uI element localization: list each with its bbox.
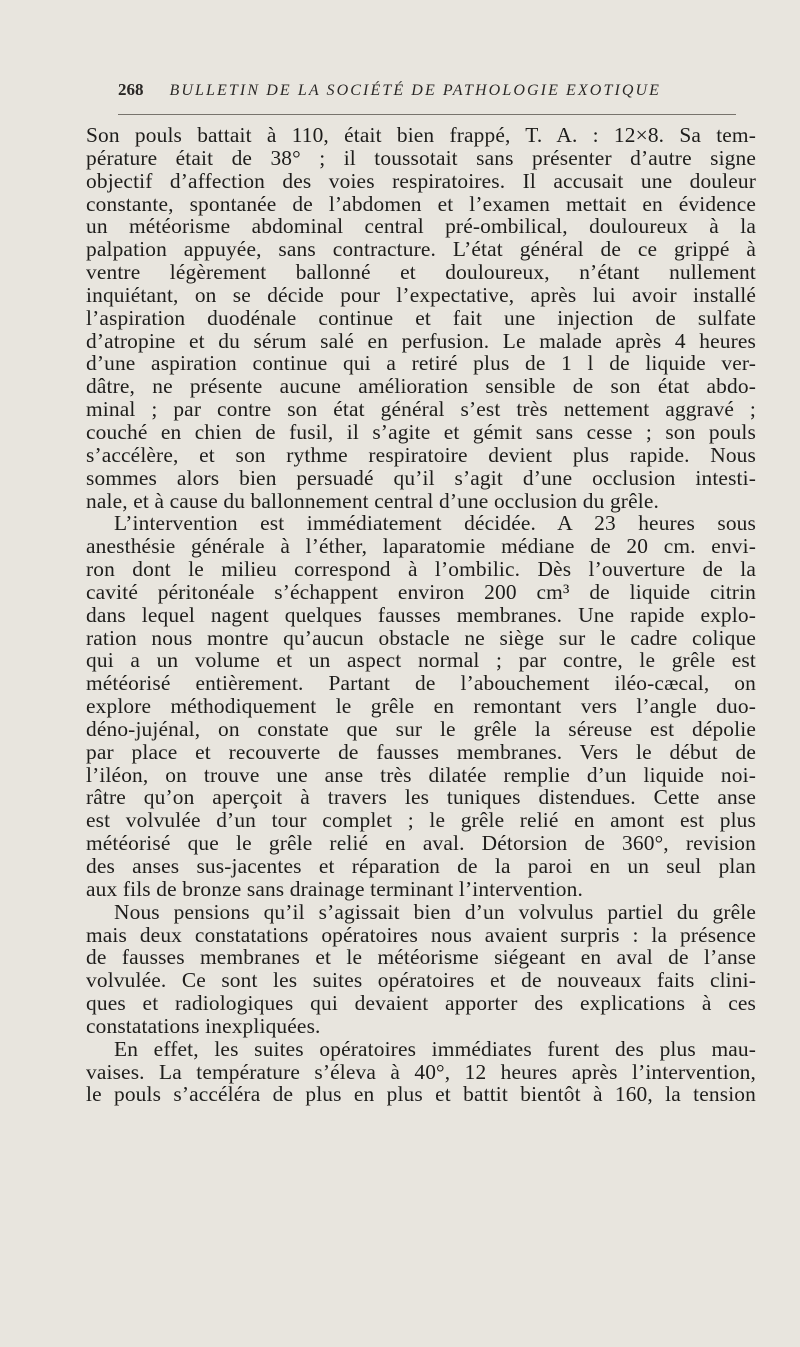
text-line: mais deux constatations opératoires nous avaient surpris : la présence [86,922,756,947]
text-line: par place et recouverte de fausses membranes. Vers le début de [86,739,756,764]
text-line: Son pouls battait à 110, était bien frappé, T. A. : 12×8. Sa tem- [86,123,756,147]
text-line: constante, spontanée de l’abdomen et l’examen mettait en évidence [86,191,756,216]
page-header [118,80,688,104]
text-line: constatations inexpliquées. [86,1013,321,1038]
text-line: cavité péritonéale s’échappent environ 200 cm³ de liquide citrin [86,579,756,604]
text-line: Nous pensions qu’il s’agissait bien d’un volvulus partiel du grêle [114,899,756,924]
text-line: volvulée. Ce sont les suites opératoires et de nouveaux faits clini- [86,968,756,993]
text-line: dâtre, ne présente aucune amélioration sensible de son état abdo- [86,374,756,399]
text-line: le pouls s’accéléra de plus en plus et battit bientôt à 160, la tension [86,1082,756,1107]
text-line: pérature était de 38° ; il toussotait sans présenter d’autre signe [86,145,756,170]
text-line: météorisé que le grêle relié en aval. Détorsion de 360°, revision [86,831,756,856]
text-line: nale, et à cause du ballonnement central d’une occlusion du grêle. [86,488,659,513]
text-line: météorisé entièrement. Partant de l’abouchement iléo-cæcal, on [86,671,756,696]
text-line: qui a un volume et un aspect normal ; par contre, le grêle est [86,648,756,673]
text-line: vaises. La température s’éleva à 40°, 12 heures après l’intervention, [86,1059,756,1084]
text-line: ques et radiologiques qui devaient apporter des explications à ces [86,991,756,1016]
text-line: En effet, les suites opératoires immédiates furent des plus mau- [114,1036,756,1061]
text-line: ration nous montre qu’aucun obstacle ne siège sur le cadre colique [86,625,756,650]
text-line: s’accélère, et son rythme respiratoire devient plus rapide. Nous [86,442,756,467]
text-line: d’une aspiration continue qui a retiré plus de 1 l de liquide ver- [86,351,756,376]
page-number: 268 [118,80,144,99]
header-rule [118,114,736,115]
text-line: minal ; par contre son état général s’est très nettement aggravé ; [86,397,756,422]
text-line: de fausses membranes et le météorisme siégeant en aval de l’anse [86,945,756,970]
text-line: sommes alors bien persuadé qu’il s’agit d’une occlusion intesti- [86,465,756,490]
text-line: dans lequel nagent quelques fausses membranes. Une rapide explo- [86,602,756,627]
text-line: inquiétant, on se décide pour l’expectative, après lui avoir installé [86,282,756,307]
body-text [86,124,756,1106]
running-title: BULLETIN DE LA SOCIÉTÉ DE PATHOLOGIE EXOTIQUE [169,82,662,99]
text-line: l’aspiration duodénale continue et fait une injection de sulfate [86,305,756,330]
text-line: déno-jujénal, on constate que sur le grêle la séreuse est dépolie [86,716,756,741]
text-line: objectif d’affection des voies respiratoires. Il accusait une douleur [86,168,756,193]
text-line: couché en chien de fusil, il s’agite et gémit sans cesse ; son pouls [86,419,756,444]
text-line: anesthésie générale à l’éther, laparatomie médiane de 20 cm. envi- [86,534,756,559]
text-line: râtre qu’on aperçoit à travers les tuniques distendues. Cette anse [86,785,756,810]
text-line: l’iléon, on trouve une anse très dilatée remplie d’un liquide noi- [86,762,756,787]
text-line: ventre légèrement ballonné et douloureux, n’étant nullement [86,260,756,285]
text-line: L’intervention est immédiatement décidée. A 23 heures sous [114,511,756,536]
text-line: est volvulée d’un tour complet ; le grêle relié en amont est plus [86,808,756,833]
text-line: d’atropine et du sérum salé en perfusion. Le malade après 4 heures [86,328,756,353]
text-line: aux fils de bronze sans drainage terminant l’intervention. [86,876,583,901]
text-line: explore méthodiquement le grêle en remontant vers l’angle duo- [86,694,756,719]
text-line: palpation appuyée, sans contracture. L’état général de ce grippé à [86,237,756,262]
text-line: un météorisme abdominal central pré-ombilical, douloureux à la [86,214,756,239]
text-line: ron dont le milieu correspond à l’ombilic. Dès l’ouverture de la [86,557,756,582]
text-line: des anses sus-jacentes et réparation de la paroi en un seul plan [86,854,756,878]
